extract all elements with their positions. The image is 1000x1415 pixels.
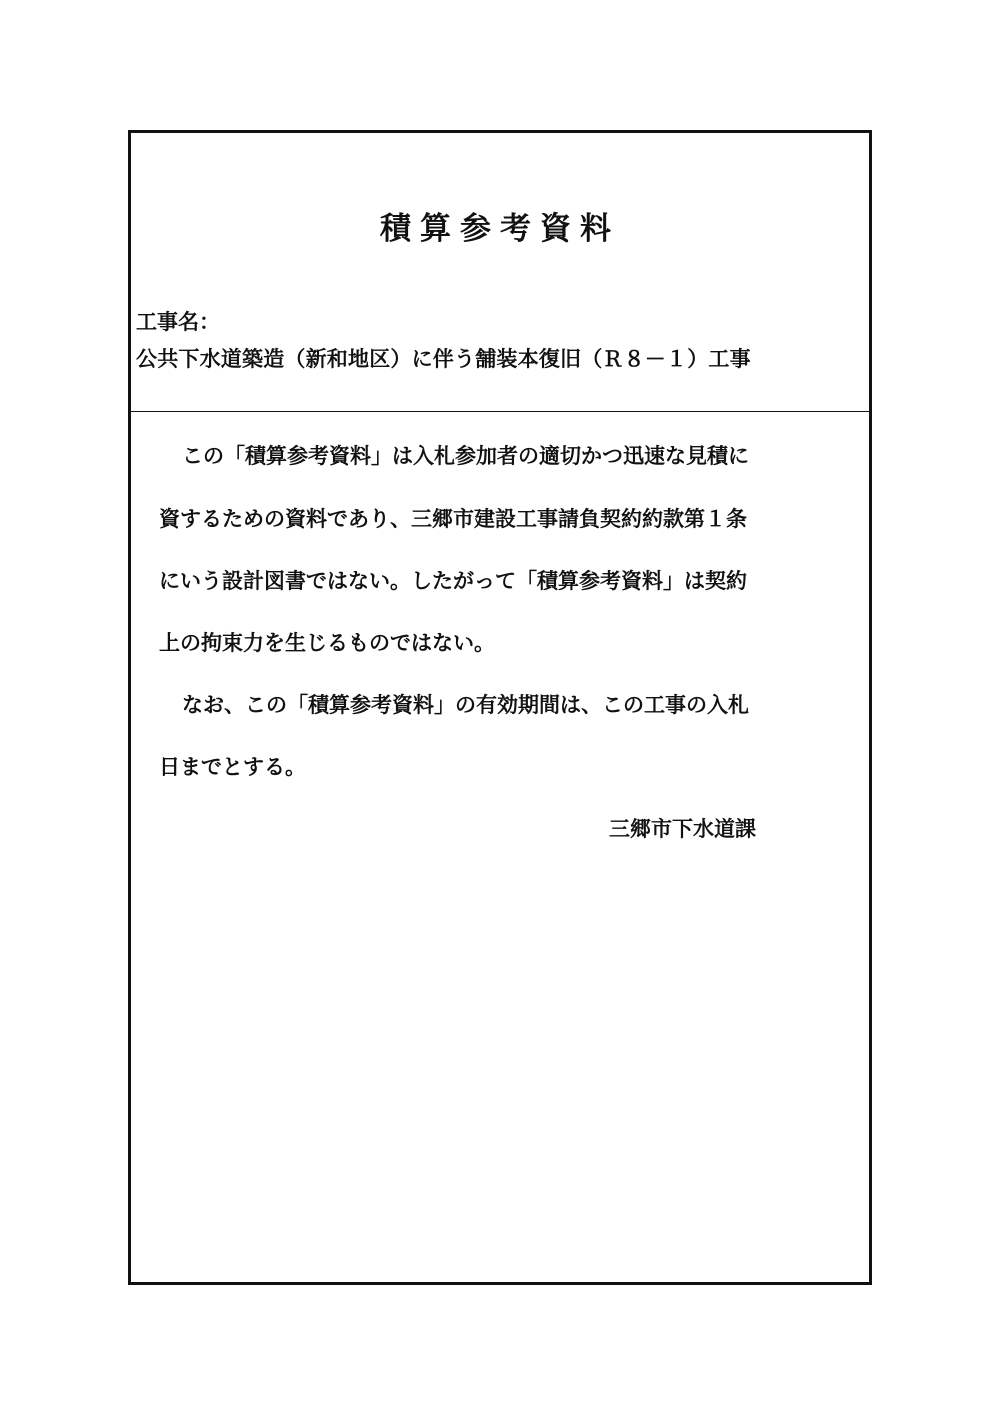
- issuer-signature: 三郷市下水道課: [609, 817, 756, 841]
- body-line: 上の拘束力を生じるものではない。: [159, 631, 495, 655]
- document-title: 積算参考資料: [380, 211, 620, 247]
- body-line: この「積算参考資料」は入札参加者の適切かつ迅速な見積に: [182, 444, 749, 468]
- body-line: 資するための資料であり、三郷市建設工事請負契約約款第１条: [159, 507, 747, 531]
- project-label: 工事名：: [136, 310, 220, 334]
- project-name: 公共下水道築造（新和地区）に伴う舗装本復旧（Ｒ８－１）工事: [136, 347, 751, 371]
- section-divider: [131, 411, 869, 412]
- document-frame: [128, 130, 872, 1285]
- body-line: 日までとする。: [159, 755, 306, 779]
- body-line: なお、この「積算参考資料」の有効期間は、この工事の入札: [182, 693, 749, 717]
- body-line: にいう設計図書ではない。したがって「積算参考資料」は契約: [159, 569, 747, 593]
